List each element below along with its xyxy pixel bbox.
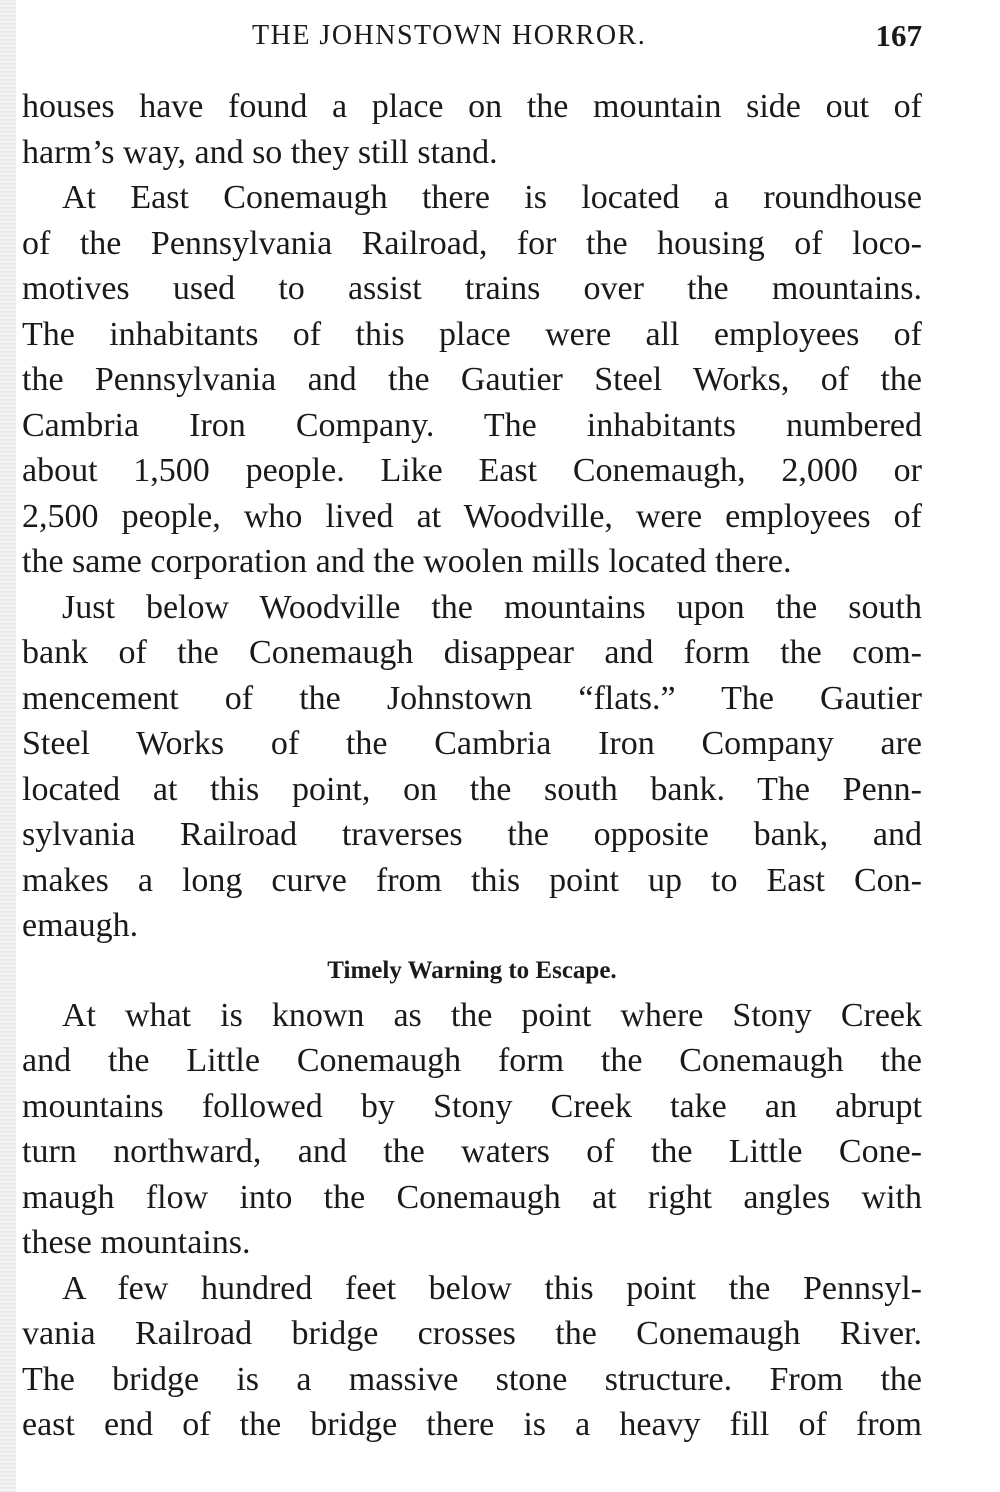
text-line: The bridge is a massive stone structure. From the (22, 1360, 922, 1398)
text-line: harm’s way, and so they still stand. (22, 133, 498, 171)
text-line: the same corporation and the woolen mills located there. (22, 543, 792, 580)
text-line: of the Pennsylvania Railroad, for the housing of loco- (22, 224, 922, 262)
text-line: Just below Woodville the mountains upon the south (62, 588, 922, 626)
paragraph (22, 84, 922, 175)
text-line: Steel Works of the Cambria Iron Company are (22, 725, 922, 762)
paragraph (22, 993, 922, 1266)
text-line: houses have found a place on the mountain side out of (22, 88, 922, 125)
text-line: emaugh. (22, 907, 139, 944)
text-line: makes a long curve from this point up to East Con- (22, 861, 922, 899)
paragraph (22, 1266, 922, 1448)
text-line: At East Conemaugh there is located a roundhouse (62, 179, 922, 216)
text-line: 2,500 people, who lived at Woodville, were employees of (22, 497, 922, 535)
text-line: vania Railroad bridge crosses the Conemaugh River. (22, 1315, 922, 1352)
text-line: maugh flow into the Conemaugh at right angles with (22, 1178, 922, 1216)
text-line: Cambria Iron Company. The inhabitants numbered (22, 406, 922, 444)
page-number: 167 (875, 18, 922, 53)
text-line: the Pennsylvania and the Gautier Steel Works, of the (22, 361, 922, 398)
running-head: THE JOHNSTOWN HORROR. (252, 20, 647, 51)
text-line: these mountains. (22, 1224, 251, 1261)
body-text (22, 84, 922, 1448)
text-line: bank of the Conemaugh disappear and form the com- (22, 634, 922, 671)
text-line: about 1,500 people. Like East Conemaugh, 2,000 or (22, 452, 922, 489)
text-line: turn northward, and the waters of the Little Cone- (22, 1133, 922, 1170)
text-line: mountains followed by Stony Creek take an abrupt (22, 1087, 922, 1125)
text-line: The inhabitants of this place were all employees of (22, 315, 922, 353)
text-line: sylvania Railroad traverses the opposite bank, and (22, 816, 922, 853)
text-line: mencement of the Johnstown “flats.” The Gautier (22, 679, 922, 717)
text-line: A few hundred feet below this point the Pennsyl- (62, 1269, 922, 1307)
page-header (22, 18, 922, 58)
gutter-shadow (0, 0, 16, 1492)
text-line: motives used to assist trains over the mountains. (22, 270, 922, 307)
text-line: and the Little Conemaugh form the Conemaugh the (22, 1042, 922, 1079)
paragraph (22, 585, 922, 949)
text-line: located at this point, on the south bank. The Penn- (22, 770, 922, 808)
section-subheading: Timely Warning to Escape. (327, 956, 617, 984)
text-line: east end of the bridge there is a heavy fill of from (22, 1406, 922, 1443)
paragraph (22, 175, 922, 585)
text-line: At what is known as the point where Stony Creek (62, 996, 922, 1034)
